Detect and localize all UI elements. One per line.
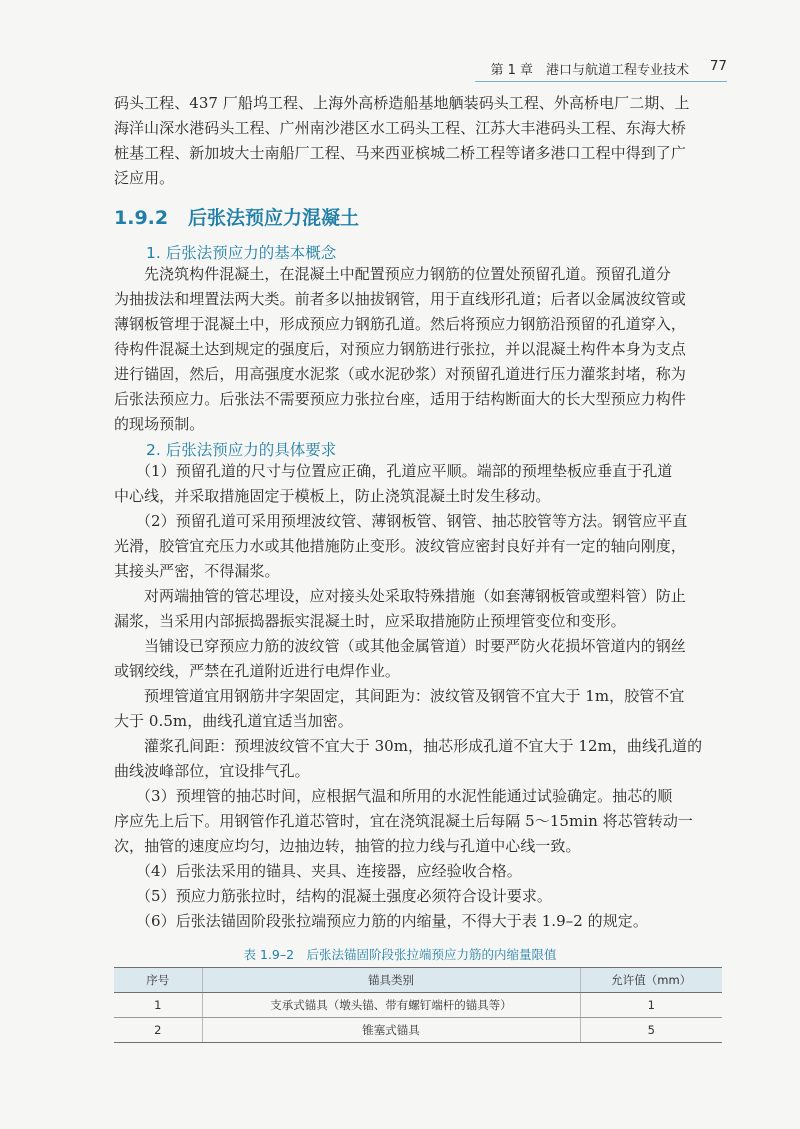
text-line: （3）预埋管的抽芯时间，应根据气温和所用的水泥性能通过试验确定。抽芯的顺	[136, 787, 673, 805]
text-line: 漏浆，当采用内部振捣器振实混凝土时，应采取措施防止预埋管变位和变形。	[114, 612, 626, 630]
subsection-heading-2: 2. 后张法预应力的具体要求	[146, 441, 337, 459]
text-line: 灌浆孔间距：预埋波纹管不宜大于 30m，抽芯形成孔道不宜大于 12m，曲线孔道的	[144, 737, 703, 755]
table-cell: 支承式锚具（墩头锚、带有螺钉端杆的锚具等）	[202, 993, 580, 1018]
column-header-anchor-type: 锚具类别	[202, 968, 580, 993]
text-line: 曲线波峰部位，宜设排气孔。	[114, 762, 310, 780]
section-number: 1.9.2	[114, 207, 169, 229]
text-line: （5）预应力筋张拉时，结构的混凝土强度必须符合设计要求。	[136, 887, 552, 905]
text-line: 桩基工程、新加坡大士南船厂工程、马来西亚槟城二桥工程等诸多港口工程中得到了广	[114, 144, 686, 162]
text-line: 薄钢板管埋于混凝土中，形成预应力钢筋孔道。然后将预应力钢筋沿预留的孔道穿入，	[114, 315, 686, 333]
text-line: 光滑，胶管宜充压力水或其他措施防止变形。波纹管应密封良好并有一定的轴向刚度，	[114, 537, 686, 555]
requirements-block	[114, 459, 722, 934]
intro-paragraph	[114, 91, 722, 191]
table-cell: 锥塞式锚具	[202, 1018, 580, 1043]
text-line: 码头工程、437 厂船坞工程、上海外高桥造船基地舾装码头工程、外高桥电厂二期、上	[114, 94, 690, 112]
text-line: 海洋山深水港码头工程、广州南沙港区水工码头工程、江苏大丰港码头工程、东海大桥	[114, 119, 686, 137]
text-line: 待构件混凝土达到规定的强度后，对预应力钢筋进行张拉，并以混凝土构件本身为支点	[114, 340, 686, 358]
text-line: 中心线，并采取措施固定于模板上，防止浇筑混凝土时发生移动。	[114, 487, 551, 505]
page-number: 77	[709, 58, 727, 74]
text-line: 其接头严密，不得漏浆。	[114, 562, 280, 580]
text-line: （1）预留孔道的尺寸与位置应正确，孔道应平顺。端部的预埋垫板应垂直于孔道	[136, 462, 673, 480]
subsection-heading-1: 1. 后张法预应力的基本概念	[146, 244, 337, 262]
table-row	[114, 1018, 722, 1043]
table-caption: 表 1.9–2 后张法锚固阶段张拉端预应力筋的内缩量限值	[243, 947, 557, 962]
text-line: 后张法预应力。后张法不需要预应力张拉台座，适用于结构断面大的长大型预应力构件	[114, 390, 686, 408]
text-line: 序应先上后下。用钢管作孔道芯管时，宜在浇筑混凝土后每隔 5～15min 将芯管转动一	[114, 812, 693, 830]
table-cell: 5	[580, 1018, 722, 1043]
text-line: 为抽拔法和埋置法两大类。前者多以抽拔钢管，用于直线形孔道；后者以金属波纹管或	[114, 290, 686, 308]
text-line: 次，抽管的速度应均匀，边抽边转，抽管的拉力线与孔道中心线一致。	[114, 837, 581, 855]
table-cell: 1	[114, 993, 202, 1018]
text-line: （4）后张法采用的锚具、夹具、连接器，应经验收合格。	[136, 862, 522, 880]
table-header-row	[114, 968, 722, 993]
section-heading	[114, 203, 359, 230]
text-line: （2）预留孔道可采用预埋波纹管、薄钢板管、钢管、抽芯胶管等方法。钢管应平直	[136, 512, 688, 530]
text-line: 的现场预制。	[114, 415, 205, 433]
shrinkage-limit-table	[114, 967, 722, 1043]
text-line: 当铺设已穿预应力筋的波纹管（或其他金属管道）时要严防火花损坏管道内的钢丝	[144, 637, 686, 655]
table-cell: 2	[114, 1018, 202, 1043]
text-line: 大于 0.5m，曲线孔道宜适当加密。	[114, 712, 353, 730]
text-line: 进行锚固，然后，用高强度水泥浆（或水泥砂浆）对预留孔道进行压力灌浆封堵，称为	[114, 365, 686, 383]
table-row	[114, 993, 722, 1018]
section-title: 后张法预应力混凝土	[187, 207, 359, 229]
text-line: 预埋管道宜用钢筋井字架固定，其间距为：波纹管及钢管不宜大于 1m，胶管不宜	[144, 687, 685, 705]
column-header-allowed-value: 允许值（mm）	[580, 968, 722, 993]
table-cell: 1	[580, 993, 722, 1018]
running-header	[475, 55, 727, 82]
text-line: 或钢绞线，严禁在孔道附近进行电焊作业。	[114, 662, 400, 680]
text-line: （6）后张法锚固阶段张拉端预应力筋的内缩量，不得大于表 1.9–2 的规定。	[136, 912, 648, 930]
chapter-title: 第 1 章 港口与航道工程专业技术	[490, 63, 689, 78]
text-line: 对两端抽管的管芯埋设，应对接头处采取特殊措施（如套薄钢板管或塑料管）防止	[144, 587, 686, 605]
text-line: 先浇筑构件混凝土，在混凝土中配置预应力钢筋的位置处预留孔道。预留孔道分	[144, 265, 671, 283]
concept-paragraph	[114, 262, 722, 437]
text-line: 泛应用。	[114, 169, 175, 187]
column-header-index: 序号	[114, 968, 202, 993]
